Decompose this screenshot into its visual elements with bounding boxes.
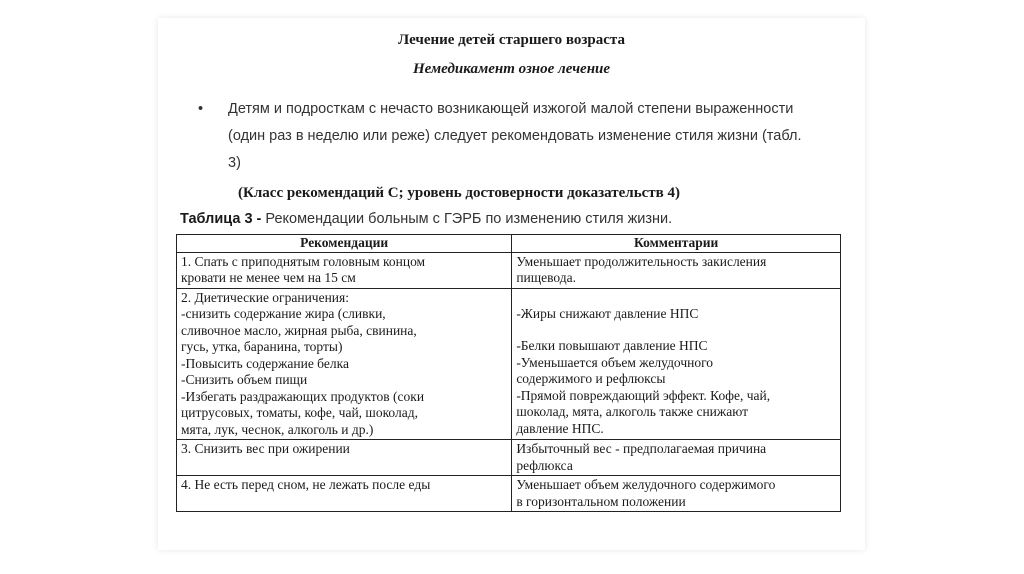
cell-line: давление НПС.: [516, 420, 604, 436]
table-caption: [180, 211, 672, 227]
recommendation-cell: [177, 440, 512, 476]
table-row: [177, 288, 841, 440]
bullet-line: Детям и подросткам с нечасто возникающей изжогой малой степени выраженности: [228, 101, 794, 117]
recommendation-cell: [177, 288, 512, 440]
column-header-comments: Комментарии: [512, 235, 841, 253]
cell-line: -Белки повышают давление НПС: [516, 338, 708, 353]
table-row: [177, 476, 841, 512]
cell-line: Избыточный вес - предполагаемая причина: [516, 441, 767, 456]
cell-line: Уменьшает продолжительность закисления: [516, 253, 767, 269]
cell-line: цитрусовых, томаты, кофе, чай, шоколад,: [181, 405, 418, 420]
cell-line: -Прямой повреждающий эффект. Кофе, чай,: [516, 387, 771, 403]
bullet-line: (один раз в неделю или реже) следует рекомендовать изменение стиля жизни (табл.: [228, 128, 802, 144]
bullet-paragraph: [198, 96, 838, 177]
cell-line: -Снизить объем пищи: [181, 372, 308, 387]
cell-line: содержимого и рефлюксы: [516, 371, 666, 386]
cell-line: кровати не менее чем на 15 см: [181, 270, 356, 285]
table-header-row: [177, 235, 841, 253]
cell-line: 4. Не есть перед сном, не лежать после еды: [181, 477, 431, 492]
column-header-recommendations: Рекомендации: [177, 235, 512, 253]
recommendation-cell: [177, 476, 512, 512]
comment-cell: [512, 476, 841, 512]
cell-line: пищевода.: [516, 270, 577, 285]
cell-line: гусь, утка, баранина, торты): [181, 339, 343, 354]
cell-line: мята, лук, чеснок, алкоголь и др.): [181, 421, 374, 437]
cell-line: -Избегать раздражающих продуктов (соки: [181, 388, 425, 404]
cell-line: -Жиры снижают давление НПС: [516, 305, 699, 321]
cell-line: сливочное масло, жирная рыба, свинина,: [181, 322, 417, 338]
cell-line: в горизонтальном положении: [516, 493, 686, 509]
comment-cell: [512, 440, 841, 476]
cell-line: -Повысить содержание белка: [181, 355, 349, 371]
cell-line: -Уменьшается объем желудочного: [516, 354, 714, 370]
cell-line: 3. Снизить вес при ожирении: [181, 441, 350, 456]
table-row: [177, 440, 841, 476]
table-row: [177, 252, 841, 288]
cell-line: 2. Диетические ограничения:: [181, 289, 349, 305]
comment-cell: [512, 288, 841, 440]
cell-line: Уменьшает объем желудочного содержимого: [516, 477, 776, 492]
bullet-icon: •: [198, 101, 204, 117]
cell-line: рефлюкса: [516, 457, 573, 473]
cell-line: шоколад, мята, алкоголь также снижают: [516, 404, 749, 419]
document-page: [158, 18, 865, 550]
recommendations-table: [176, 234, 841, 512]
table-caption-text: Рекомендации больным с ГЭРБ по изменению стиля жизни.: [261, 211, 673, 227]
comment-cell: [512, 252, 841, 288]
table-caption-label: Таблица 3 -: [180, 211, 262, 227]
cell-line: -снизить содержание жира (сливки,: [181, 306, 386, 321]
page-subtitle: Немедикамент озное лечение: [412, 61, 611, 77]
page-title: Лечение детей старшего возраста: [398, 32, 625, 48]
cell-line: 1. Спать с приподнятым головным концом: [181, 253, 426, 269]
recommendation-cell: [177, 252, 512, 288]
bullet-line: 3): [228, 155, 241, 171]
recommendation-class: (Класс рекомендаций С; уровень достоверности доказательств 4): [238, 185, 681, 201]
